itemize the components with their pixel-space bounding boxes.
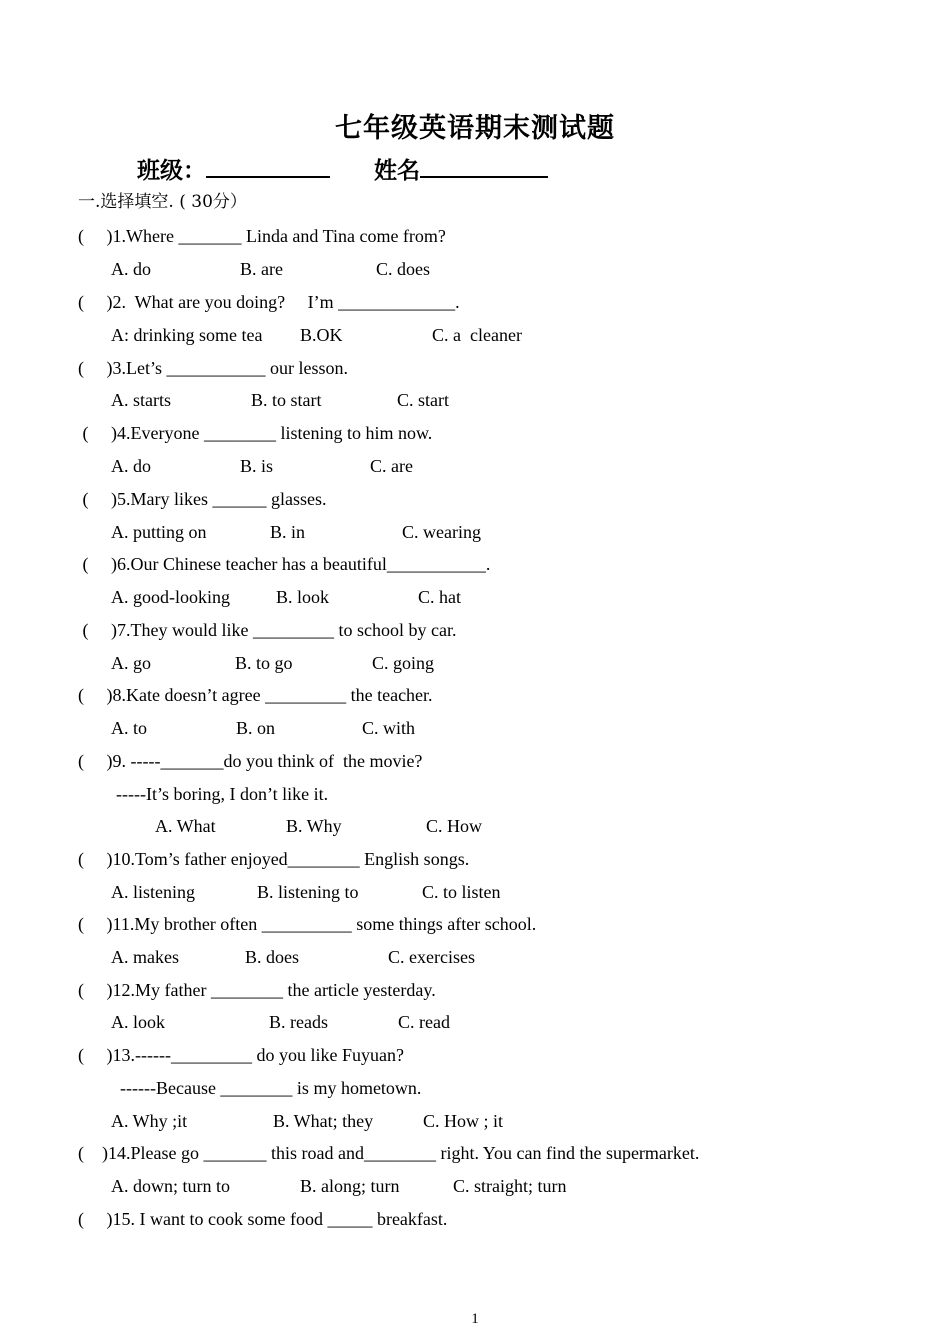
option-b: B. to start bbox=[251, 390, 322, 410]
option-c: C. going bbox=[372, 653, 435, 673]
option-b: B. Why bbox=[286, 816, 342, 836]
option-a: A. go bbox=[111, 653, 151, 673]
option-c: C. hat bbox=[418, 587, 461, 607]
page-number: 1 bbox=[471, 1311, 479, 1327]
option-c: C. exercises bbox=[388, 947, 475, 967]
option-c: C. straight; turn bbox=[453, 1176, 567, 1196]
question-stem: ( )3.Let’s ___________ our lesson. bbox=[78, 358, 348, 378]
option-b: B. to go bbox=[235, 653, 293, 673]
option-a: A. starts bbox=[111, 390, 171, 410]
option-b: B.OK bbox=[300, 325, 343, 345]
option-b: B. is bbox=[240, 456, 274, 476]
option-c: C. with bbox=[362, 718, 416, 738]
name-label: 姓名 bbox=[374, 158, 420, 184]
option-a: A. do bbox=[111, 259, 151, 279]
option-c: C. to listen bbox=[422, 882, 501, 902]
option-b: B. in bbox=[270, 522, 306, 542]
question-stem: ( )6.Our Chinese teacher has a beautiful___________. bbox=[78, 554, 491, 574]
option-a: A: drinking some tea bbox=[111, 325, 263, 345]
option-a: A. listening bbox=[111, 882, 195, 902]
option-a: A. good-looking bbox=[111, 587, 230, 607]
answer-line: -----It’s boring, I don’t like it. bbox=[116, 784, 329, 804]
option-c: C. are bbox=[370, 456, 413, 476]
option-b: B. look bbox=[276, 587, 330, 607]
question-stem: ( )13.------_________ do you like Fuyuan? bbox=[78, 1045, 404, 1065]
answer-line: ------Because ________ is my hometown. bbox=[120, 1078, 422, 1098]
option-a: A. putting on bbox=[111, 522, 207, 542]
question-stem: ( )7.They would like _________ to school by car. bbox=[78, 620, 457, 640]
option-c: C. read bbox=[398, 1012, 450, 1032]
option-c: C. a cleaner bbox=[432, 325, 522, 345]
class-blank bbox=[206, 154, 330, 178]
question-stem: ( )11.My brother often __________ some things after school. bbox=[78, 914, 537, 934]
question-stem: ( )4.Everyone ________ listening to him now. bbox=[78, 423, 433, 443]
class-label: 班级： bbox=[137, 158, 206, 184]
option-c: C. start bbox=[397, 390, 449, 410]
question-stem: ( )12.My father ________ the article yesterday. bbox=[78, 980, 436, 1000]
option-b: B. What; they bbox=[273, 1111, 374, 1131]
question-stem: ( )2. What are you doing? I’m _____________. bbox=[78, 292, 460, 312]
option-c: C. does bbox=[376, 259, 430, 279]
question-stem: ( )15. I want to cook some food _____ breakfast. bbox=[78, 1209, 448, 1229]
option-b: B. reads bbox=[269, 1012, 328, 1032]
option-b: B. on bbox=[236, 718, 276, 738]
question-stem: ( )9. -----_______do you think of the movie? bbox=[78, 751, 423, 771]
student-info-fields bbox=[137, 152, 548, 185]
question-stem: ( )1.Where _______ Linda and Tina come from? bbox=[78, 226, 446, 246]
option-a: A. to bbox=[111, 718, 147, 738]
option-a: A. down; turn to bbox=[111, 1176, 230, 1196]
question-stem: ( )8.Kate doesn’t agree _________ the teacher. bbox=[78, 685, 433, 705]
option-b: B. does bbox=[245, 947, 299, 967]
question-stem: ( )5.Mary likes ______ glasses. bbox=[78, 489, 327, 509]
option-b: B. listening to bbox=[257, 882, 359, 902]
section-heading: 一.选择填空. ( 30分） bbox=[78, 192, 247, 212]
option-a: A. What bbox=[155, 816, 216, 836]
option-c: C. How ; it bbox=[423, 1111, 504, 1131]
question-stem: ( )10.Tom’s father enjoyed________ English songs. bbox=[78, 849, 470, 869]
option-a: A. look bbox=[111, 1012, 165, 1032]
question-stem: ( )14.Please go _______ this road and________ right. You can find the supermarket. bbox=[78, 1143, 700, 1163]
name-blank bbox=[420, 154, 548, 178]
page-title: 七年级英语期末测试题 bbox=[335, 113, 615, 144]
option-b: B. are bbox=[240, 259, 283, 279]
option-a: A. do bbox=[111, 456, 151, 476]
option-c: C. wearing bbox=[402, 522, 481, 542]
option-a: A. Why ;it bbox=[111, 1111, 188, 1131]
option-c: C. How bbox=[426, 816, 483, 836]
option-a: A. makes bbox=[111, 947, 179, 967]
option-b: B. along; turn bbox=[300, 1176, 400, 1196]
